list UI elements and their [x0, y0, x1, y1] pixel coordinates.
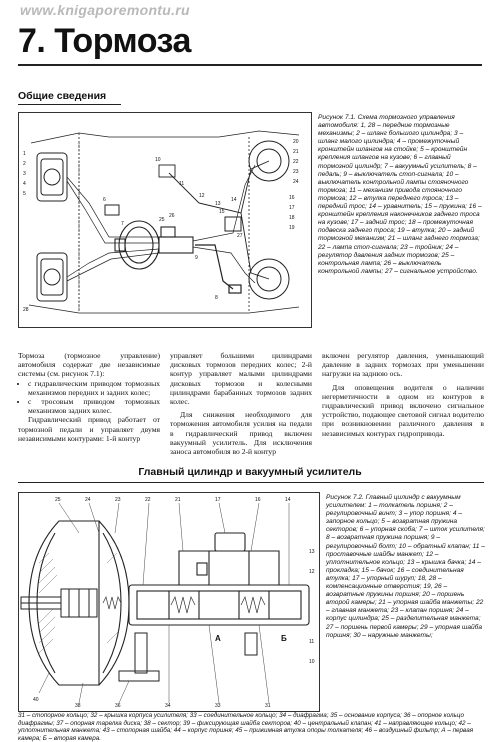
paragraph: Тормоза (тормозное управление) автомобиля содержат две независимые системы (см. рисунок 7.1):	[18, 351, 160, 379]
svg-text:4: 4	[23, 181, 26, 187]
svg-text:21: 21	[175, 497, 181, 503]
svg-text:9: 9	[195, 255, 198, 261]
section-heading-master-cylinder: Главный цилиндр и вакуумный усилитель	[138, 466, 362, 478]
svg-text:23: 23	[293, 169, 299, 175]
svg-text:22: 22	[145, 497, 151, 503]
svg-text:12: 12	[199, 193, 205, 199]
svg-text:17: 17	[215, 497, 221, 503]
figure-7-1-caption: Рисунок 7.1. Схема тормозного управления автомобиля: 1, 28 – передние тормозные механизмы; 2 – шланг большого цилиндра; 3 – шланг малого цилиндра; 4 – промежуточный кронштейн шлангов на стойке; 5 – кронштейн крепления шлангов на кузове; 6 – главный тормозной цилиндр; 7 – вакуумный усилитель; 8 – педаль; 9 – выключатель стоп-сигнала; 10 – выключатель контрольной лампы стояночного тормоза; 11 – механизм привода стояночного тормоза; 12 – втулка переднего троса; 13 – передний трос; 14 – уравнитель; 15 – пружина; 16 – кронштейн крепления наконечников заднего троса на кузове; 17 – задний трос; 18 – промежуточная подвеска заднего троса; 19 – втулка; 20 – задний тормозной механизм; 21 – шланг заднего тормоза; 22 – лампа стоп-сигнала; 23 – тройник; 24 – регулятор давления задних тормозов; 25 – контрольная лампа; 26 – выключатель контрольной лампы; 27 – сигнальное устройство.	[318, 114, 482, 275]
svg-text:16: 16	[255, 497, 261, 503]
paragraph: Для оповещения водителя о наличии негерметичности в одном из контуров в гидравлический привод включено сигнальное устройство, подающее световой сигнал водителю при возникновении различного давления в независимых контурах гидропривода.	[322, 382, 484, 438]
svg-text:33: 33	[215, 703, 221, 709]
svg-text:34: 34	[165, 703, 171, 709]
svg-text:20: 20	[293, 139, 299, 145]
section-heading-general: Общие сведения	[18, 90, 107, 102]
chapter-title: 7. Тормоза	[18, 22, 191, 60]
site-watermark: www.knigaporemontu.ru	[20, 2, 190, 18]
svg-text:10: 10	[155, 157, 161, 163]
svg-text:6: 6	[103, 197, 106, 203]
svg-text:1: 1	[23, 151, 26, 157]
svg-text:31: 31	[265, 703, 271, 709]
svg-text:Б: Б	[281, 634, 287, 643]
svg-text:27: 27	[237, 233, 243, 239]
svg-text:23: 23	[115, 497, 121, 503]
svg-text:16: 16	[289, 195, 295, 201]
svg-text:19: 19	[289, 225, 295, 231]
svg-text:40: 40	[33, 697, 39, 703]
paragraph: Для снижения необходимого для торможения автомобиля усилия на педали в гидравлический привод включен вакуумный усилитель. Для исключения заноса автомобиля во 2-й контур	[170, 410, 312, 457]
svg-text:38: 38	[75, 703, 81, 709]
svg-text:15: 15	[219, 209, 225, 215]
figure-7-2-caption: Рисунок 7.2. Главный цилиндр с вакуумным усилителем: 1 – толкатель поршня; 2 – регулировочный винт; 3 – упор поршня; 4 – запорное кольцо; 5 – возвратная пружина секторов; 6 – упорная скоба; 7 – шток усилителя; 8 – возвратная пружина поршня; 9 – регулировочный болт; 10 – обратный клапан; 11 – проставочные шайбы манжет; 12 – уплотнительное кольцо; 13 – крышка бачка; 14 – прокладка; 15 – бачок; 16 – соединительная втулка; 17 – упорный шуруп; 18, 28 – компенсационные отверстия; 19, 26 – возвратные пружины поршня; 20 – поршень второй камеры; 21 – упорная шайба манжеты; 22 – главная манжета; 23 – клапан поршня; 24 – корпус цилиндра; 25 – разделительная манжета; 27 – поршень первой камеры; 29 – упорная шайба поршня; 30 – наружные манжеты;	[326, 494, 485, 639]
svg-text:36: 36	[115, 703, 121, 709]
svg-text:14: 14	[231, 197, 237, 203]
svg-text:17: 17	[289, 205, 295, 211]
svg-text:3: 3	[23, 171, 26, 177]
svg-text:26: 26	[169, 213, 175, 219]
paragraph: включен регулятор давления, уменьшающий давление в задних тормозах при уменьшении нагрузки на заднюю ось.	[322, 351, 484, 379]
list-item: • с гидравлическим приводом тормозных механизмов передних и задних колес;	[28, 379, 160, 397]
svg-text:25: 25	[55, 497, 61, 503]
text-column-3	[322, 351, 484, 438]
svg-text:14: 14	[285, 497, 291, 503]
svg-text:24: 24	[293, 179, 299, 185]
svg-text:А: А	[215, 634, 221, 643]
paragraph: Гидравлический привод работает от тормозной педали и управляет двумя независимыми контурами: 1-й контур	[18, 415, 160, 443]
figure-7-2-caption-continued: 31 – стопорное кольцо; 32 – крышка корпуса усилителя; 33 – соединительное кольцо; 34 – диафрагма; 35 – основание корпуса; 36 – опорное кольцо диафрагмы; 37 – опорная тарелка диска; 38 – сектор; 39 – фиксирующая шайба секторов; 40 – центральный клапан; 41 – направляющее кольцо; 42 – уплотнительная манжета; 43 – стопорная шайба; 44 – корпус поршня; 45 – прижимная втулка опоры толкателя; 46 – воздушный фильтр; А – первая камера; Б – вторая камера.	[18, 712, 474, 742]
section-rule	[18, 482, 484, 483]
svg-text:25: 25	[159, 217, 165, 223]
svg-text:13: 13	[309, 549, 315, 555]
svg-text:12: 12	[309, 569, 315, 575]
svg-text:24: 24	[85, 497, 91, 503]
text-column-1	[18, 351, 160, 443]
svg-text:5: 5	[23, 191, 26, 197]
list-item: • с тросовым приводом тормозных механизмов задних колес.	[28, 397, 160, 415]
svg-text:21: 21	[293, 149, 299, 155]
svg-text:18: 18	[289, 215, 295, 221]
svg-text:13: 13	[215, 201, 221, 207]
svg-text:28: 28	[23, 307, 29, 313]
svg-text:11: 11	[179, 181, 185, 187]
svg-text:8: 8	[215, 295, 218, 301]
paragraph: управляет большими цилиндрами дисковых тормозов передних колес; 2-й контур управляет малыми цилиндрами дисковых тормозов и колесными цилиндрами барабанных тормозов задних колес.	[170, 351, 312, 407]
svg-text:2: 2	[23, 161, 26, 167]
svg-text:11: 11	[309, 639, 315, 645]
figure-7-1-brake-scheme	[18, 112, 312, 328]
chapter-rule	[18, 64, 482, 66]
figure-7-2-master-cylinder	[18, 492, 320, 712]
svg-text:10: 10	[309, 659, 315, 665]
svg-text:22: 22	[293, 159, 299, 165]
svg-text:7: 7	[121, 221, 124, 227]
text-column-2	[170, 351, 312, 456]
section-heading-underline	[18, 104, 121, 105]
